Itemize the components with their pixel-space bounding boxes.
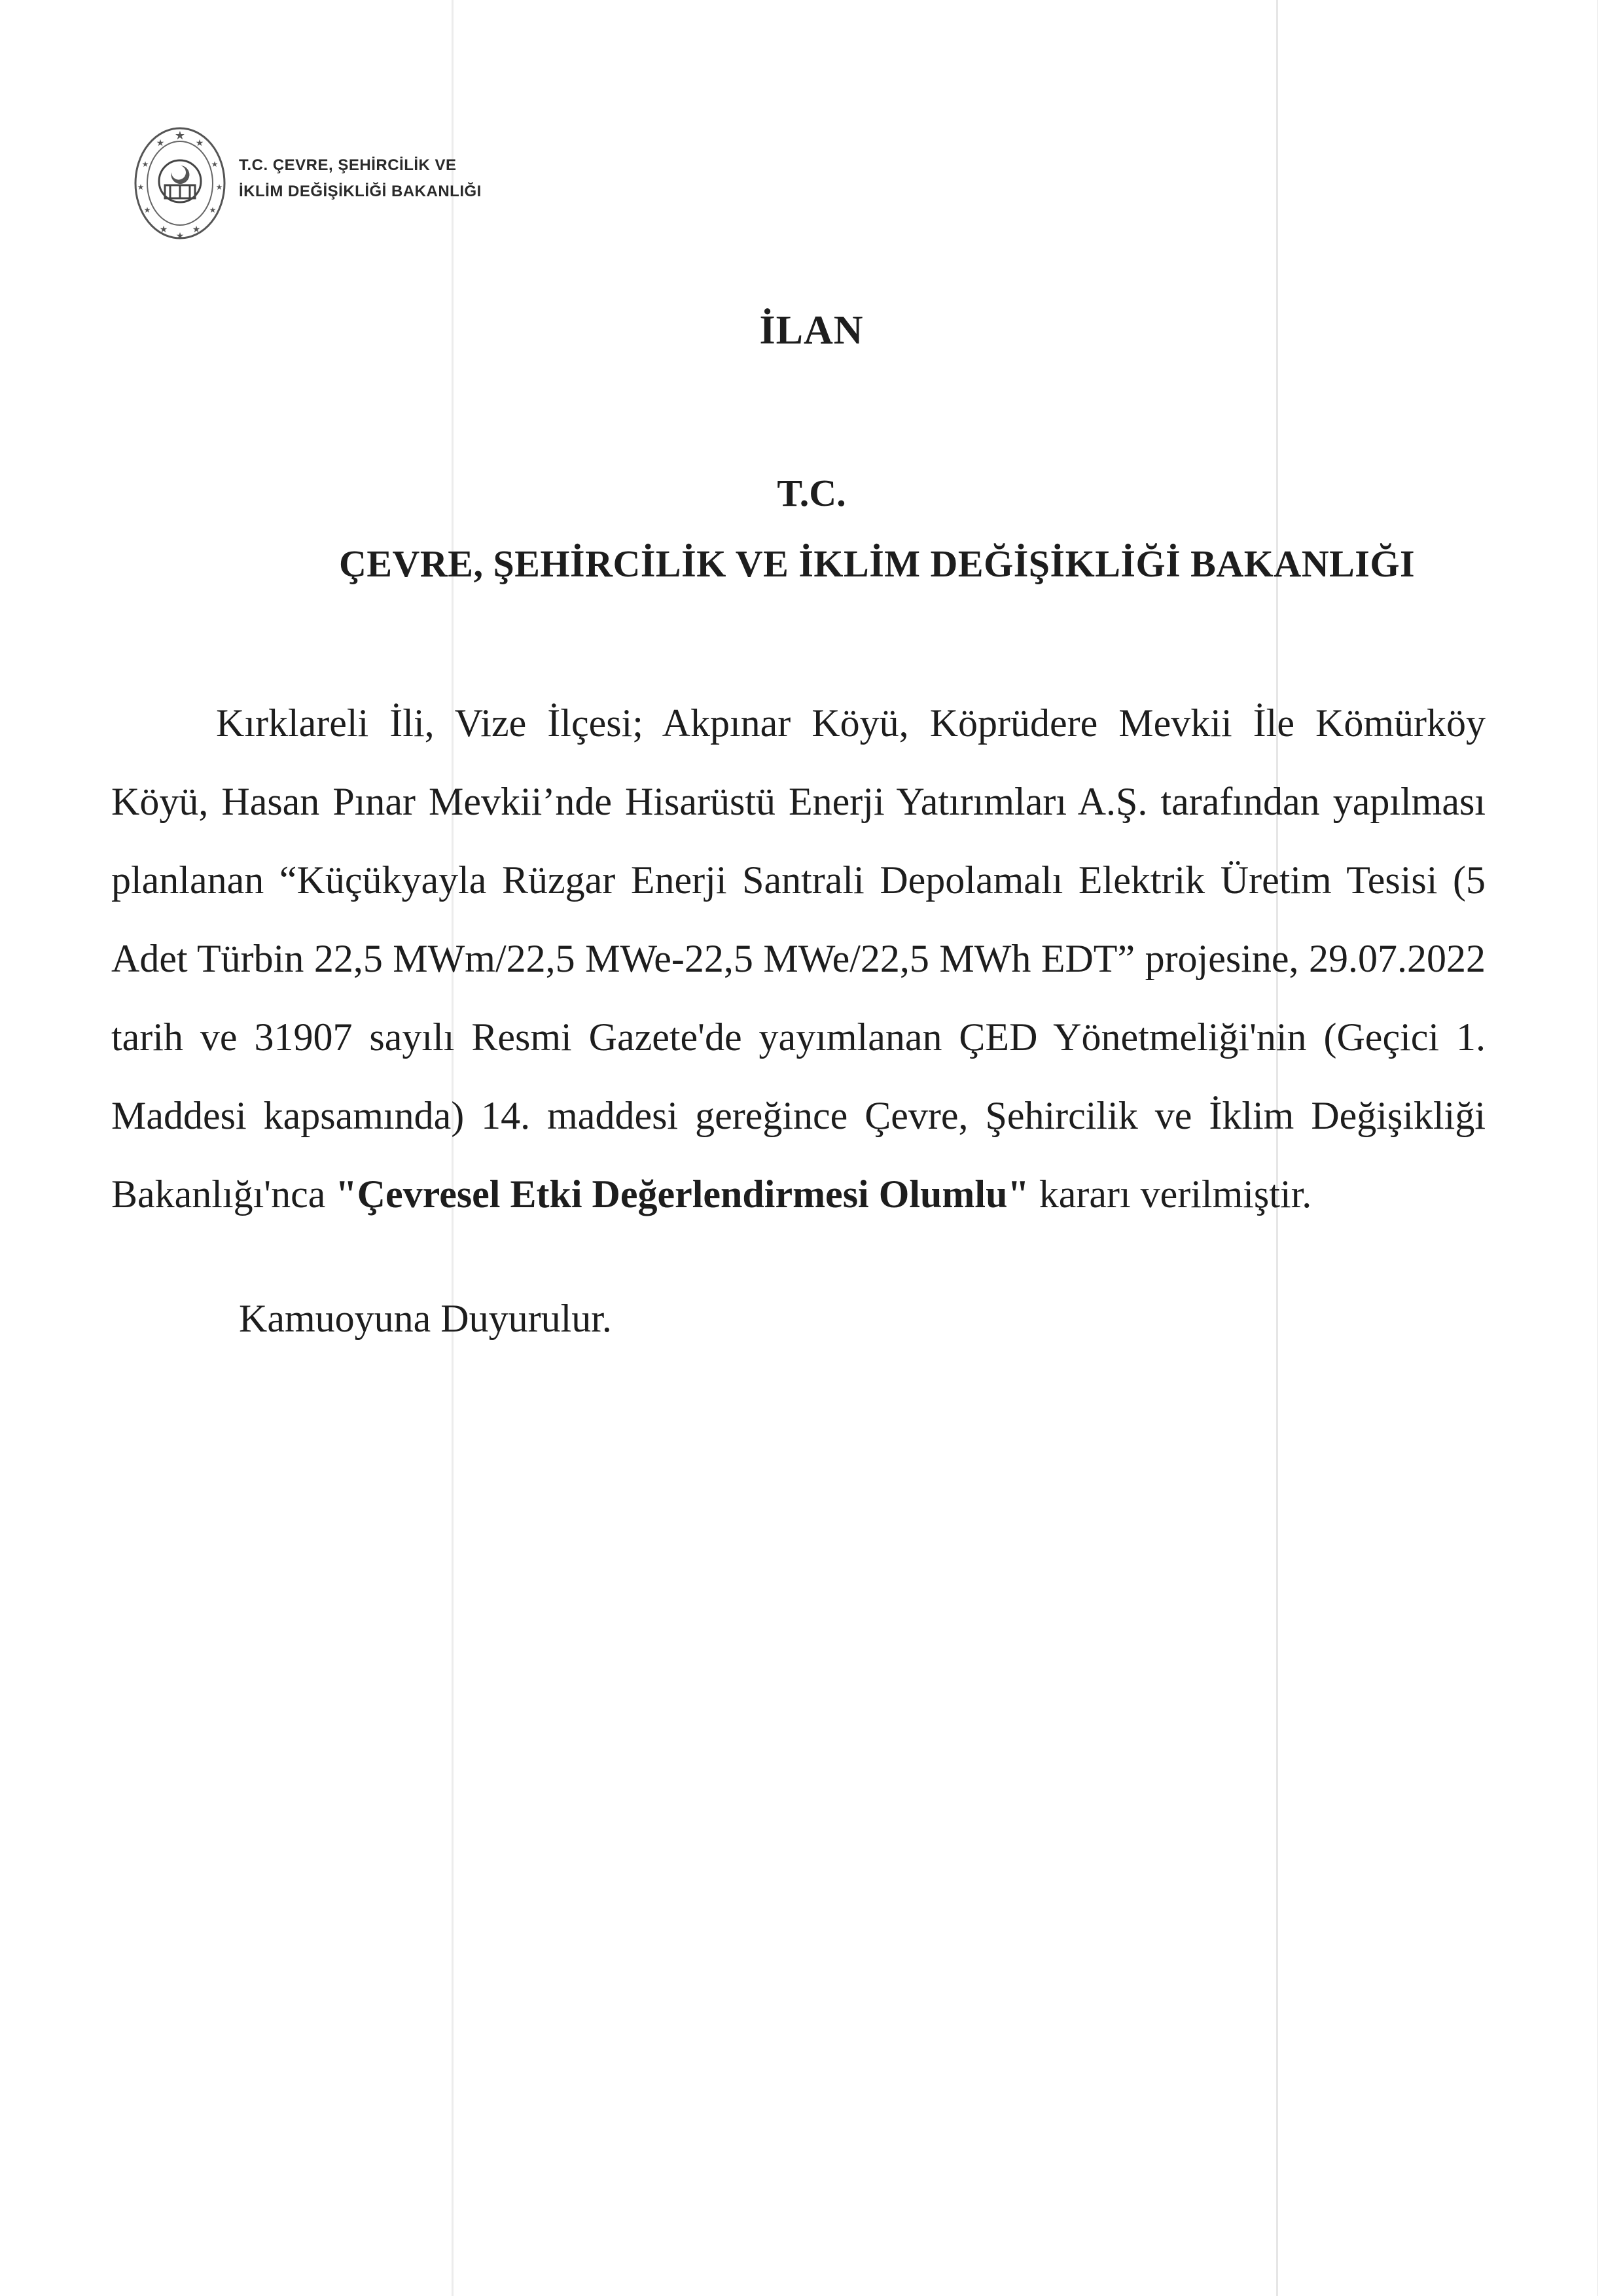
svg-text:★: ★	[195, 138, 204, 149]
svg-text:★: ★	[159, 224, 168, 235]
issuer-tc: T.C.	[777, 472, 846, 514]
svg-text:★: ★	[137, 183, 145, 192]
ministry-seal-icon	[131, 121, 229, 245]
issuer-ministry: ÇEVRE, ŞEHİRCİLİK VE İKLİM DEĞİŞİKLİĞİ BAKANLIĞI	[338, 542, 1416, 585]
body-text-before: Kırklareli İli, Vize İlçesi; Akpınar Köyü, Köprüdere Mevkii İle Kömürköy Köyü, Hasan Pınar Mevkii’nde Hisarüstü Enerji Yatırımları A.Ş. tarafından yapılması planlanan “Küçükyayla Rüzgar Enerji Santrali Depolamalı Elektrik Üretim Tesisi (5 Adet Türbin 22,5 MWm/22,5 MWe-22,5 MWe/22,5 MWh EDT” projesine, 29.07.2022 tarih ve 31907 sayılı Resmi Gazete'de yayımlanan ÇED Yönetmeliği'nin (Geçici 1. Maddesi kapsamında) 14. maddesi gereğince Çevre, Şehircilik ve İklim Değişikliği Bakanlığı'nca	[111, 701, 1486, 1216]
document-title: İLAN	[759, 308, 864, 353]
ministry-name-line2: İKLİM DEĞİŞİKLİĞİ BAKANLIĞI	[239, 183, 482, 200]
ministry-name	[239, 152, 482, 205]
ministry-name-line1: T.C. ÇEVRE, ŞEHİRCİLİK VE	[239, 156, 457, 174]
svg-text:★: ★	[143, 205, 151, 215]
svg-text:★: ★	[192, 224, 201, 235]
svg-text:★: ★	[215, 183, 223, 192]
svg-text:★: ★	[175, 231, 185, 241]
svg-text:★: ★	[211, 160, 219, 169]
decision-text: "Çevresel Etki Değerlendirmesi Olumlu"	[335, 1173, 1029, 1216]
ministry-header-logo	[131, 121, 497, 252]
body-text-after: kararı verilmiştir.	[1039, 1173, 1312, 1216]
svg-text:★: ★	[174, 129, 186, 143]
svg-text:★: ★	[141, 160, 149, 169]
svg-text:★: ★	[156, 138, 165, 149]
svg-text:★: ★	[209, 205, 217, 215]
closing-line: Kamuoyuna Duyurulur.	[239, 1297, 612, 1340]
announcement-body	[111, 684, 1486, 1233]
